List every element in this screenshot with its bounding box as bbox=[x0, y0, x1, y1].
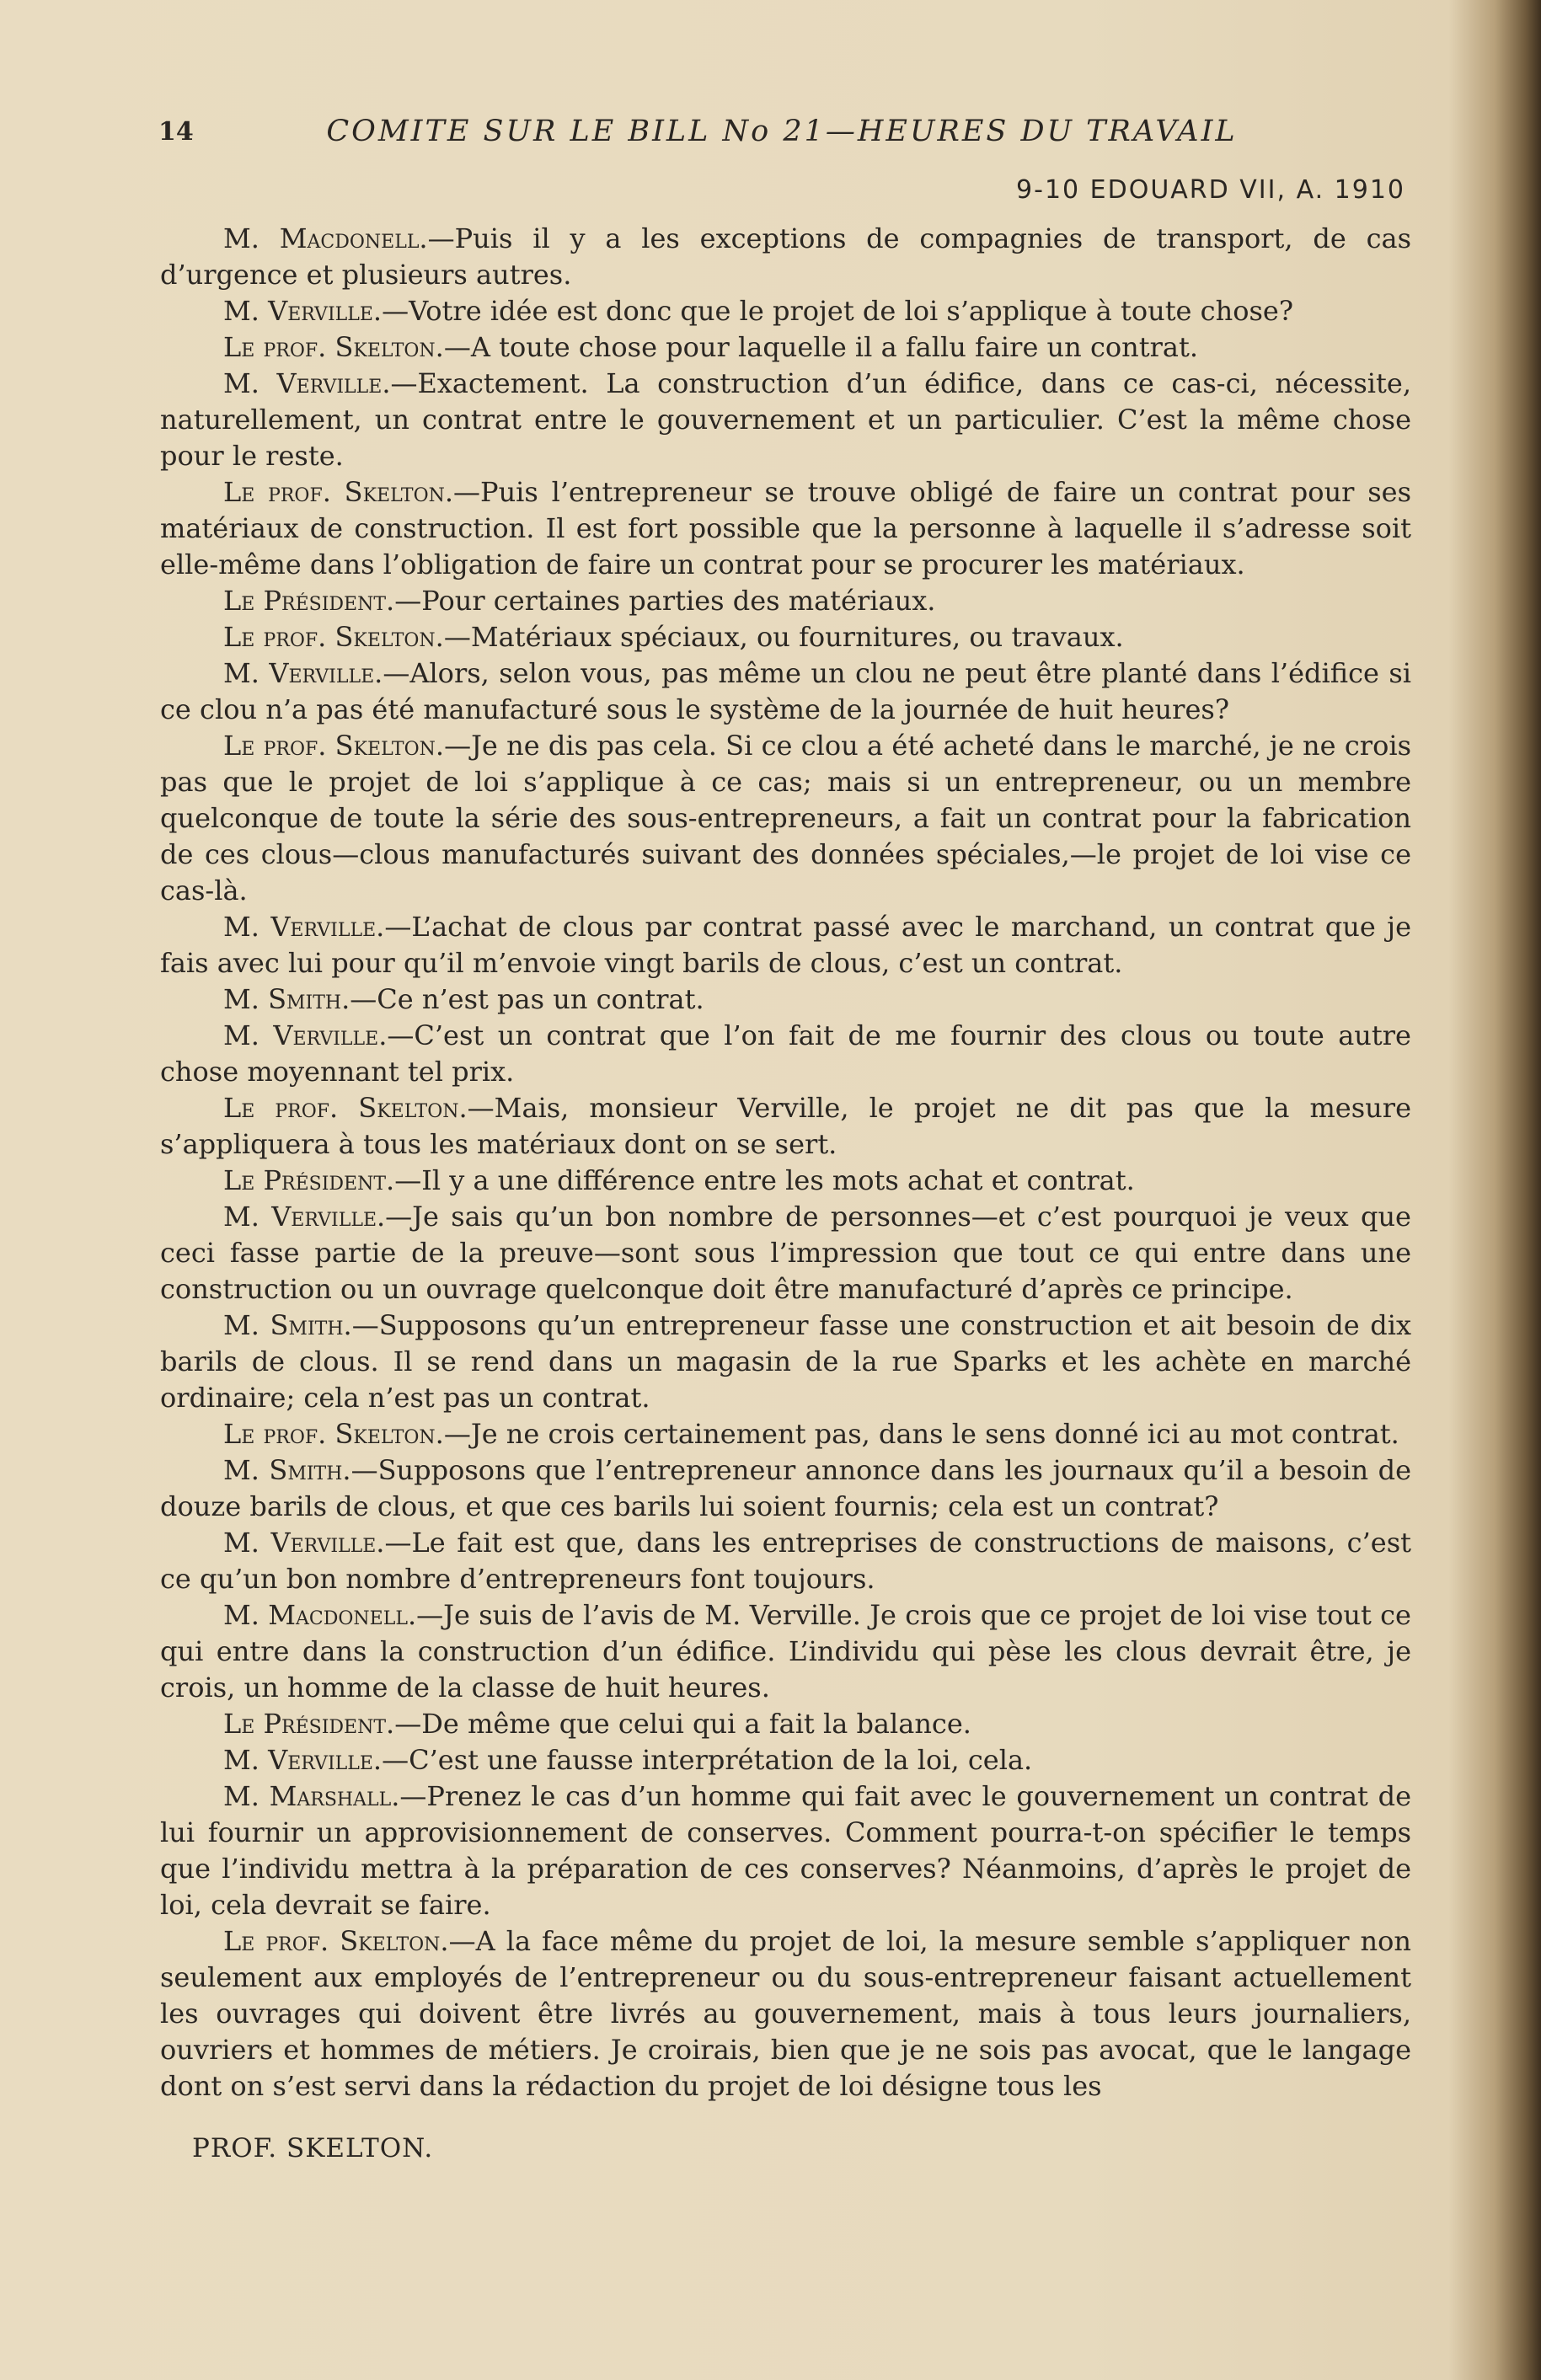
speech-text: —Supposons qu’un entrepreneur fasse une construction et ait besoin de dix barils de clous. Il se rend dans un magasin de la rue Sparks et les achète en marché ordinaire; cela n’est pas un contrat. bbox=[160, 1309, 1412, 1414]
speaker-name: M. Verville. bbox=[223, 367, 391, 399]
paragraph bbox=[160, 1163, 1411, 1199]
speaker-name: Le prof. Skelton. bbox=[223, 730, 445, 762]
speaker-name: M. Verville. bbox=[223, 1744, 383, 1776]
speech-text: —Puis il y a les exceptions de compagnies de transport, de cas d’urgence et plusieurs autres. bbox=[160, 222, 1411, 291]
speech-text: —Supposons que l’entrepreneur annonce dans les journaux qu’il a besoin de douze barils de clous, et que ces barils lui soient fournis; cela est un contrat? bbox=[160, 1454, 1412, 1522]
paragraph bbox=[160, 1778, 1411, 1923]
speech-text: —A la face même du projet de loi, la mesure semble s’appliquer non seulement aux employés de l’entrepreneur ou du sous-entrepreneur faisant actuellement les ouvrages qui doivent être livrés au gouvernement, mais à tous leurs journaliers, ouvriers et hommes de métiers. Je croirais, bien que je ne sois pas avocat, que le langage dont on s’est servi dans la rédaction du projet de loi désigne tous les bbox=[160, 1925, 1412, 2102]
speech-text: —Mais, monsieur Verville, le projet ne dit pas que la mesure s’appliquera à tous les matériaux dont on se sert. bbox=[160, 1092, 1412, 1160]
speech-text: —Exactement. La construction d’un édifice, dans ce cas-ci, nécessite, naturellement, un contrat entre le gouvernement et un particulier. C’est la même chose pour le reste. bbox=[160, 367, 1411, 472]
speaker-name: M. Smith. bbox=[223, 1309, 352, 1341]
speech-text: —Puis l’entrepreneur se trouve obligé de faire un contrat pour ses matériaux de construction. Il est fort possible que la personne à laquelle il s’adresse soit elle-même dans l’obligation de faire un contrat pour se procurer les matériaux. bbox=[160, 476, 1412, 580]
speech-text: —Votre idée est donc que le projet de loi s’applique à toute chose? bbox=[382, 295, 1293, 327]
footer-signature: PROF. SKELTON. bbox=[192, 2133, 434, 2163]
speaker-name: Le Président. bbox=[223, 1164, 395, 1196]
speech-text: —De même que celui qui a fait la balance. bbox=[394, 1708, 971, 1740]
speaker-name: M. Verville. bbox=[223, 1201, 386, 1233]
speech-text: —Alors, selon vous, pas même un clou ne peut être planté dans l’édifice si ce clou n’a pas été manufacturé sous le système de la journée de huit heures? bbox=[160, 657, 1412, 725]
paragraph bbox=[160, 728, 1411, 909]
paragraph bbox=[160, 1706, 1411, 1742]
paragraph bbox=[160, 1597, 1411, 1706]
speaker-name: Le Président. bbox=[223, 1708, 395, 1740]
paragraph bbox=[160, 1090, 1411, 1163]
paragraph bbox=[160, 619, 1411, 655]
paragraph bbox=[160, 1308, 1411, 1416]
paragraph bbox=[160, 221, 1411, 293]
paragraph bbox=[160, 1525, 1411, 1597]
speech-text: —Pour certaines parties des matériaux. bbox=[394, 585, 936, 617]
speech-text: —Prenez le cas d’un homme qui fait avec le gouvernement un contrat de lui fournir un approvisionnement de conserves. Comment pourra-t-on spécifier le temps que l’individu mettra à la préparation de ces conserves? Néanmoins, d’après le projet de loi, cela devrait se faire. bbox=[160, 1780, 1412, 1921]
speaker-name: M. Macdonell. bbox=[223, 222, 428, 254]
paragraph bbox=[160, 1452, 1411, 1525]
paragraph bbox=[160, 293, 1411, 329]
paragraph bbox=[160, 909, 1411, 981]
speaker-name: M. Verville. bbox=[223, 295, 383, 327]
paragraph bbox=[160, 366, 1411, 474]
speech-text: —Je sais qu’un bon nombre de personnes—et c’est pourquoi je veux que ceci fasse partie de la preuve—sont sous l’impression que tout ce qui entre dans une construction ou un ouvrage quelconque doit être manufacturé d’après ce principe. bbox=[160, 1201, 1411, 1305]
speech-text: —C’est une fausse interprétation de la loi, cela. bbox=[382, 1744, 1033, 1776]
paragraph bbox=[160, 474, 1411, 583]
speaker-name: Le prof. Skelton. bbox=[223, 1925, 449, 1957]
speech-text: —Il y a une différence entre les mots achat et contrat. bbox=[394, 1164, 1135, 1196]
speaker-name: M. Verville. bbox=[223, 657, 383, 689]
speaker-name: Le prof. Skelton. bbox=[223, 476, 454, 508]
speech-text: —A toute chose pour laquelle il a fallu faire un contrat. bbox=[443, 331, 1198, 363]
paragraph bbox=[160, 655, 1411, 728]
speech-text: —L’achat de clous par contrat passé avec le marchand, un contrat que je fais avec lui pour qu’il m’envoie vingt barils de clous, c’est un contrat. bbox=[160, 911, 1412, 979]
paragraph bbox=[160, 1199, 1411, 1308]
paragraph bbox=[160, 1416, 1411, 1452]
paragraph bbox=[160, 583, 1411, 619]
session-label: 9-10 EDOUARD VII, A. 1910 bbox=[1016, 175, 1405, 205]
speaker-name: Le Président. bbox=[223, 585, 395, 617]
speaker-name: M. Verville. bbox=[223, 911, 385, 943]
speaker-name: M. Verville. bbox=[223, 1527, 385, 1559]
speech-text: —Matériaux spéciaux, ou fournitures, ou travaux. bbox=[443, 621, 1124, 653]
paragraph bbox=[160, 1742, 1411, 1778]
paragraph bbox=[160, 1923, 1411, 2105]
speaker-name: M. Verville. bbox=[223, 1019, 388, 1051]
speech-text: —Le fait est que, dans les entreprises de constructions de maisons, c’est ce qu’un bon nombre d’entrepreneurs font toujours. bbox=[160, 1527, 1411, 1595]
speech-text: —C’est un contrat que l’on fait de me fournir des clous ou toute autre chose moyennant tel prix. bbox=[160, 1019, 1411, 1088]
speech-text: —Je suis de l’avis de M. Verville. Je crois que ce projet de loi vise tout ce qui entre dans la construction d’un édifice. L’individu qui pèse les clous devrait être, je crois, un homme de la classe de huit heures. bbox=[160, 1599, 1411, 1703]
speaker-name: M. Smith. bbox=[223, 983, 350, 1015]
speech-text: —Je ne dis pas cela. Si ce clou a été acheté dans le marché, je ne crois pas que le projet de loi s’applique à ce cas; mais si un entrepreneur, ou un membre quelconque de toute la série des sous-entrepreneurs, a fait un contrat pour la fabrication de ces clous—clous manufacturés suivant des données spéciales,—le projet de loi vise ce cas-là. bbox=[160, 730, 1412, 907]
speaker-name: Le prof. Skelton. bbox=[223, 331, 444, 363]
running-header bbox=[158, 106, 1405, 157]
running-title: COMITE SUR LE BILL No 21—HEURES DU TRAVAIL bbox=[326, 115, 1238, 148]
speaker-name: Le prof. Skelton. bbox=[223, 1092, 468, 1124]
speech-text: —Je ne crois certainement pas, dans le sens donné ici au mot contrat. bbox=[443, 1418, 1399, 1450]
speaker-name: M. Smith. bbox=[223, 1454, 351, 1486]
page-number: 14 bbox=[158, 116, 194, 147]
paragraph bbox=[160, 1018, 1411, 1090]
speaker-name: Le prof. Skelton. bbox=[223, 621, 444, 653]
speaker-name: Le prof. Skelton. bbox=[223, 1418, 444, 1450]
speaker-name: M. Macdonell. bbox=[223, 1599, 417, 1631]
paragraph bbox=[160, 981, 1411, 1018]
paragraph bbox=[160, 329, 1411, 366]
transcript-body bbox=[160, 221, 1411, 2105]
speech-text: —Ce n’est pas un contrat. bbox=[350, 983, 704, 1015]
speaker-name: M. Marshall. bbox=[223, 1780, 400, 1812]
